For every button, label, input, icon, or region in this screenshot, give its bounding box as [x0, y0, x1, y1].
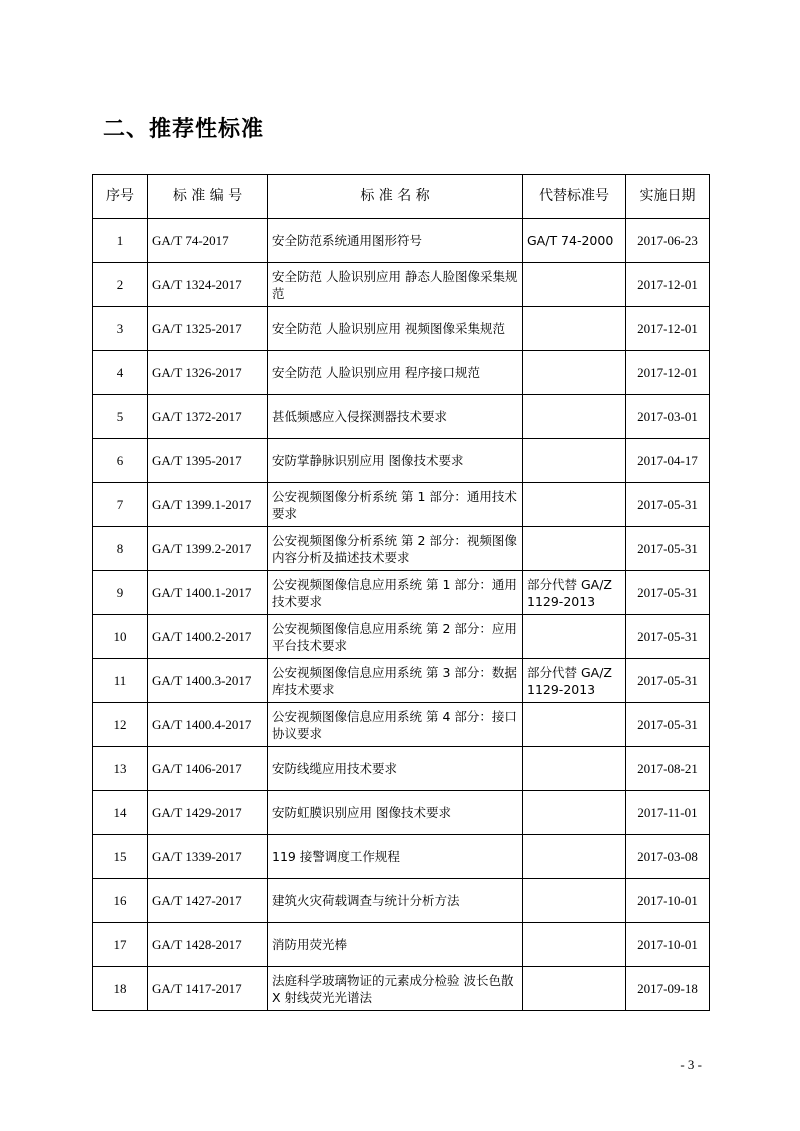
header-name: 标 准 名 称	[268, 175, 523, 219]
cell-index: 9	[93, 571, 148, 615]
cell-standard-name: 公安视频图像信息应用系统 第 2 部分：应用平台技术要求	[268, 615, 523, 659]
cell-date: 2017-10-01	[626, 879, 710, 923]
cell-index: 18	[93, 967, 148, 1011]
cell-index: 17	[93, 923, 148, 967]
cell-standard-name: 安防掌静脉识别应用 图像技术要求	[268, 439, 523, 483]
table-row	[93, 835, 710, 879]
cell-standard-code: GA/T 1399.1-2017	[148, 483, 268, 527]
cell-standard-name: 安全防范系统通用图形符号	[268, 219, 523, 263]
table-row	[93, 351, 710, 395]
cell-date: 2017-08-21	[626, 747, 710, 791]
cell-date: 2017-03-01	[626, 395, 710, 439]
cell-date: 2017-05-31	[626, 483, 710, 527]
cell-standard-name: 安全防范 人脸识别应用 视频图像采集规范	[268, 307, 523, 351]
cell-index: 3	[93, 307, 148, 351]
cell-standard-code: GA/T 1395-2017	[148, 439, 268, 483]
cell-index: 12	[93, 703, 148, 747]
table-header-row	[93, 175, 710, 219]
cell-standard-name: 公安视频图像分析系统 第 2 部分：视频图像内容分析及描述技术要求	[268, 527, 523, 571]
cell-index: 8	[93, 527, 148, 571]
cell-date: 2017-05-31	[626, 571, 710, 615]
table-row	[93, 571, 710, 615]
cell-standard-code: GA/T 1406-2017	[148, 747, 268, 791]
cell-index: 10	[93, 615, 148, 659]
cell-replaces	[523, 483, 626, 527]
table-row	[93, 791, 710, 835]
cell-date: 2017-05-31	[626, 659, 710, 703]
cell-replaces	[523, 923, 626, 967]
cell-standard-code: GA/T 1400.2-2017	[148, 615, 268, 659]
cell-index: 5	[93, 395, 148, 439]
cell-replaces	[523, 615, 626, 659]
cell-standard-code: GA/T 1417-2017	[148, 967, 268, 1011]
cell-standard-code: GA/T 1400.4-2017	[148, 703, 268, 747]
cell-standard-code: GA/T 1325-2017	[148, 307, 268, 351]
table-row	[93, 747, 710, 791]
section-title: 二、推荐性标准	[103, 117, 265, 142]
cell-replaces: 部分代替 GA/Z 1129-2013	[523, 659, 626, 703]
cell-replaces	[523, 351, 626, 395]
table-row	[93, 395, 710, 439]
cell-standard-name: 建筑火灾荷载调查与统计分析方法	[268, 879, 523, 923]
cell-date: 2017-11-01	[626, 791, 710, 835]
cell-replaces	[523, 703, 626, 747]
cell-date: 2017-05-31	[626, 703, 710, 747]
cell-standard-code: GA/T 1427-2017	[148, 879, 268, 923]
cell-index: 13	[93, 747, 148, 791]
cell-standard-code: GA/T 1372-2017	[148, 395, 268, 439]
cell-standard-name: 安防虹膜识别应用 图像技术要求	[268, 791, 523, 835]
cell-index: 1	[93, 219, 148, 263]
cell-standard-name: 安全防范 人脸识别应用 静态人脸图像采集规范	[268, 263, 523, 307]
cell-index: 2	[93, 263, 148, 307]
cell-standard-name: 消防用荧光棒	[268, 923, 523, 967]
cell-standard-code: GA/T 74-2017	[148, 219, 268, 263]
cell-standard-code: GA/T 1428-2017	[148, 923, 268, 967]
table-row	[93, 483, 710, 527]
cell-standard-name: 安防线缆应用技术要求	[268, 747, 523, 791]
cell-index: 7	[93, 483, 148, 527]
table-row	[93, 307, 710, 351]
cell-replaces	[523, 835, 626, 879]
cell-standard-name: 甚低频感应入侵探测器技术要求	[268, 395, 523, 439]
cell-standard-name: 公安视频图像信息应用系统 第 4 部分：接口协议要求	[268, 703, 523, 747]
cell-date: 2017-12-01	[626, 263, 710, 307]
cell-replaces: 部分代替 GA/Z 1129-2013	[523, 571, 626, 615]
cell-date: 2017-12-01	[626, 307, 710, 351]
cell-replaces	[523, 439, 626, 483]
cell-date: 2017-04-17	[626, 439, 710, 483]
table-row	[93, 439, 710, 483]
header-index: 序号	[93, 175, 148, 219]
table-row	[93, 703, 710, 747]
cell-replaces	[523, 527, 626, 571]
cell-date: 2017-09-18	[626, 967, 710, 1011]
cell-date: 2017-10-01	[626, 923, 710, 967]
cell-date: 2017-05-31	[626, 615, 710, 659]
cell-replaces	[523, 263, 626, 307]
cell-index: 15	[93, 835, 148, 879]
cell-date: 2017-12-01	[626, 351, 710, 395]
table-row	[93, 263, 710, 307]
cell-standard-code: GA/T 1339-2017	[148, 835, 268, 879]
cell-standard-name: 法庭科学玻璃物证的元素成分检验 波长色散 X 射线荧光光谱法	[268, 967, 523, 1011]
table-row	[93, 659, 710, 703]
table-row	[93, 923, 710, 967]
table-row	[93, 967, 710, 1011]
cell-standard-code: GA/T 1400.3-2017	[148, 659, 268, 703]
cell-replaces	[523, 791, 626, 835]
cell-replaces	[523, 967, 626, 1011]
cell-replaces	[523, 395, 626, 439]
table-row	[93, 879, 710, 923]
cell-index: 14	[93, 791, 148, 835]
table-row	[93, 615, 710, 659]
header-date: 实施日期	[626, 175, 710, 219]
cell-index: 16	[93, 879, 148, 923]
cell-replaces	[523, 879, 626, 923]
header-replaces: 代替标准号	[523, 175, 626, 219]
cell-index: 6	[93, 439, 148, 483]
header-code: 标 准 编 号	[148, 175, 268, 219]
cell-standard-name: 公安视频图像信息应用系统 第 1 部分：通用技术要求	[268, 571, 523, 615]
cell-standard-name: 安全防范 人脸识别应用 程序接口规范	[268, 351, 523, 395]
cell-date: 2017-06-23	[626, 219, 710, 263]
cell-standard-name: 公安视频图像分析系统 第 1 部分：通用技术要求	[268, 483, 523, 527]
cell-date: 2017-03-08	[626, 835, 710, 879]
page-number: - 3 -	[680, 1057, 702, 1072]
table-row	[93, 219, 710, 263]
cell-standard-name: 119 接警调度工作规程	[268, 835, 523, 879]
cell-standard-code: GA/T 1326-2017	[148, 351, 268, 395]
cell-replaces	[523, 747, 626, 791]
cell-replaces	[523, 307, 626, 351]
cell-date: 2017-05-31	[626, 527, 710, 571]
cell-standard-code: GA/T 1400.1-2017	[148, 571, 268, 615]
cell-index: 4	[93, 351, 148, 395]
standards-table	[92, 174, 710, 1011]
table-row	[93, 527, 710, 571]
cell-standard-code: GA/T 1324-2017	[148, 263, 268, 307]
cell-replaces: GA/T 74-2000	[523, 219, 626, 263]
cell-standard-code: GA/T 1429-2017	[148, 791, 268, 835]
cell-standard-name: 公安视频图像信息应用系统 第 3 部分：数据库技术要求	[268, 659, 523, 703]
cell-index: 11	[93, 659, 148, 703]
cell-standard-code: GA/T 1399.2-2017	[148, 527, 268, 571]
